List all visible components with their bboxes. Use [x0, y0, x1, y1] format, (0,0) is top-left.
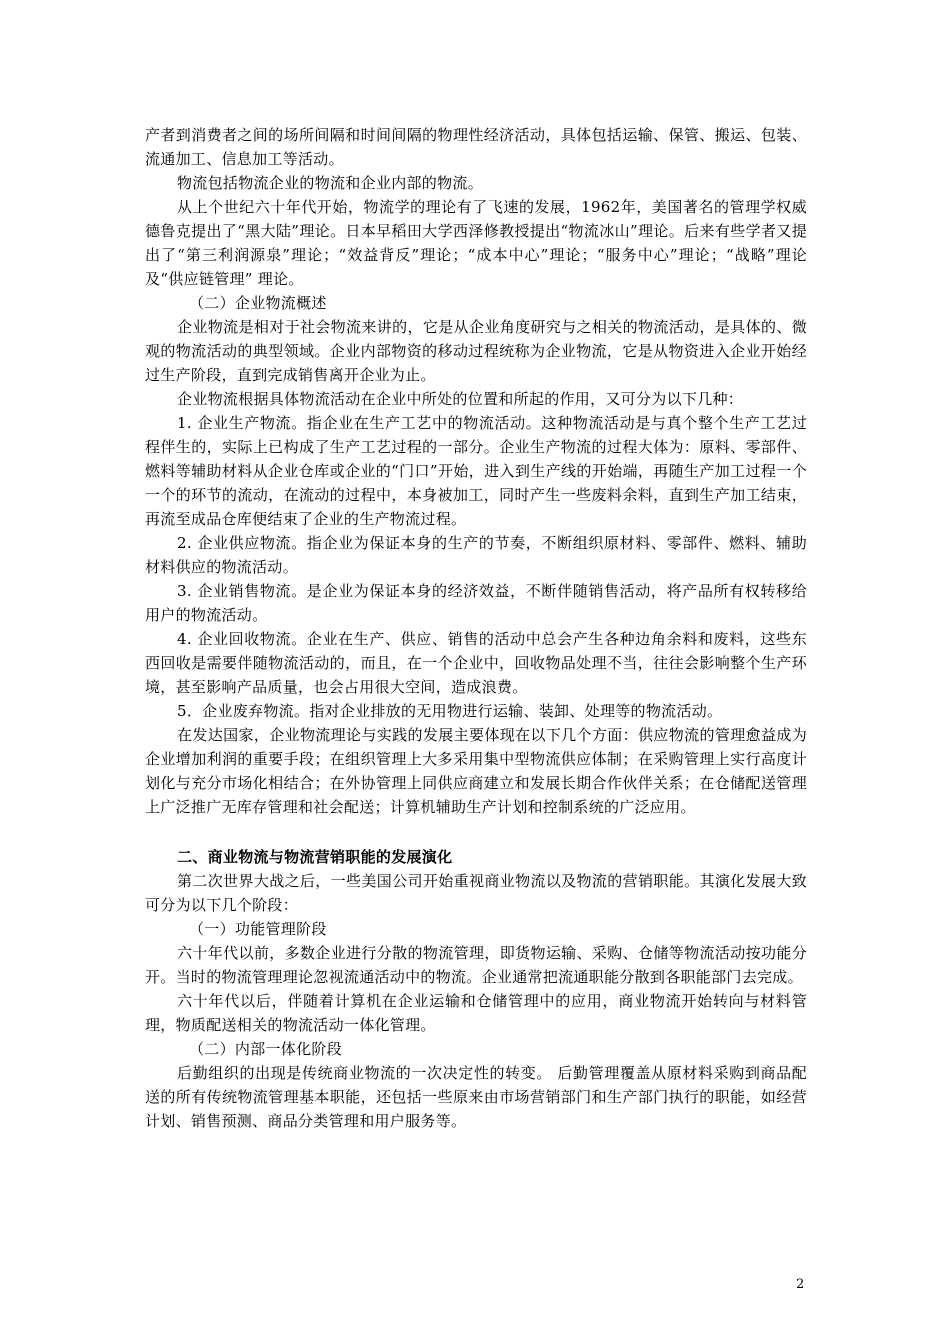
paragraph: 物流包括物流企业的物流和企业内部的物流。	[177, 174, 484, 192]
document-body	[145, 123, 807, 1133]
list-item: 3. 企业销售物流。是企业为保证本身的经济效益，不断伴随销售活动，将产品所有权转移给用户的物流活动。	[145, 582, 807, 624]
list-item: 4. 企业回收物流。企业在生产、供应、销售的活动中总会产生各种边角余料和废料，这些东西回收是需要伴随物流活动的，而且，在一个企业中，回收物品处理不当，往往会影响整个生产环境，甚至影响产品质量，也会占用很大空间，造成浪费。	[145, 630, 807, 696]
paragraph: 六十年代以前，多数企业进行分散的物流管理，即货物运输、采购、仓储等物流活动按功能分开。当时的物流管理理论忽视流通活动中的物流。企业通常把流通职能分散到各职能部门去完成。	[145, 944, 807, 986]
paragraph: 六十年代以后，伴随着计算机在企业运输和仓储管理中的应用，商业物流开始转向与材料管理，物质配送相关的物流活动一体化管理。	[145, 992, 807, 1034]
paragraph: 第二次世界大战之后，一些美国公司开始重视商业物流以及物流的营销职能。其演化发展大致可分为以下几个阶段：	[145, 872, 807, 914]
paragraph: 在发达国家，企业物流理论与实践的发展主要体现在以下几个方面：供应物流的管理愈益成为企业增加利润的重要手段；在组织管理上大多采用集中型物流供应体制；在采购管理上实行高度计划化与充分市场化相结合；在外协管理上同供应商建立和发展长期合作伙伴关系；在仓储配送管理上广泛推广无库存管理和社会配送；计算机辅助生产计划和控制系统的广泛应用。	[145, 726, 807, 816]
list-item: 5．企业废弃物流。指对企业排放的无用物进行运输、装卸、处理等的物流活动。	[177, 702, 723, 720]
subsection-heading: （一）功能管理阶段	[189, 920, 327, 938]
subsection-heading: （二）内部一体化阶段	[189, 1040, 343, 1058]
section-heading: 二、商业物流与物流营销职能的发展演化	[177, 848, 453, 866]
list-item: 2. 企业供应物流。指企业为保证本身的生产的节奏，不断组织原材料、零部件、燃料、辅助材料供应的物流活动。	[145, 534, 807, 576]
paragraph: 企业物流是相对于社会物流来讲的，它是从企业角度研究与之相关的物流活动，是具体的、微观的物流活动的典型领域。企业内部物资的移动过程统称为企业物流，它是从物资进入企业开始经过生产阶段，直到完成销售离开企业为止。	[145, 318, 807, 384]
list-item: 1. 企业生产物流。指企业在生产工艺中的物流活动。这种物流活动是与真个整个生产工艺过程伴生的，实际上已构成了生产工艺过程的一部分。企业生产物流的过程大体为：原料、零部件、燃料等辅助材料从企业仓库或企业的“门口”开始，进入到生产线的开始端，再随生产加工过程一个一个的环节的流动，在流动的过程中，本身被加工，同时产生一些废料余料，直到生产加工结束，再流至成品仓库便结束了企业的生产物流过程。	[145, 414, 807, 528]
page-number: 2	[796, 1277, 805, 1292]
paragraph: 从上个世纪六十年代开始，物流学的理论有了飞速的发展，1962年，美国著名的管理学权威德鲁克提出了“黑大陆”理论。日本早稻田大学西泽修教授提出“物流冰山”理论。后来有些学者又提出了“第三利润源泉”理论；“效益背反”理论；“成本中心”理论；“服务中心”理论；“战略”理论及“供应链管理” 理论。	[145, 198, 807, 288]
paragraph: 后勤组织的出现是传统商业物流的一次决定性的转变。 后勤管理覆盖从原材料采购到商品配送的所有传统物流管理基本职能，还包括一些原来由市场营销部门和生产部门执行的职能，如经营计划、销售预测、商品分类管理和用户服务等。	[145, 1064, 807, 1130]
paragraph: 产者到消费者之间的场所间隔和时间间隔的物理性经济活动，具体包括运输、保管、搬运、包装、流通加工、信息加工等活动。	[145, 126, 807, 168]
paragraph: 企业物流根据具体物流活动在企业中所处的位置和所起的作用，又可分为以下几种：	[177, 390, 744, 408]
subsection-heading: （二）企业物流概述	[189, 294, 327, 312]
